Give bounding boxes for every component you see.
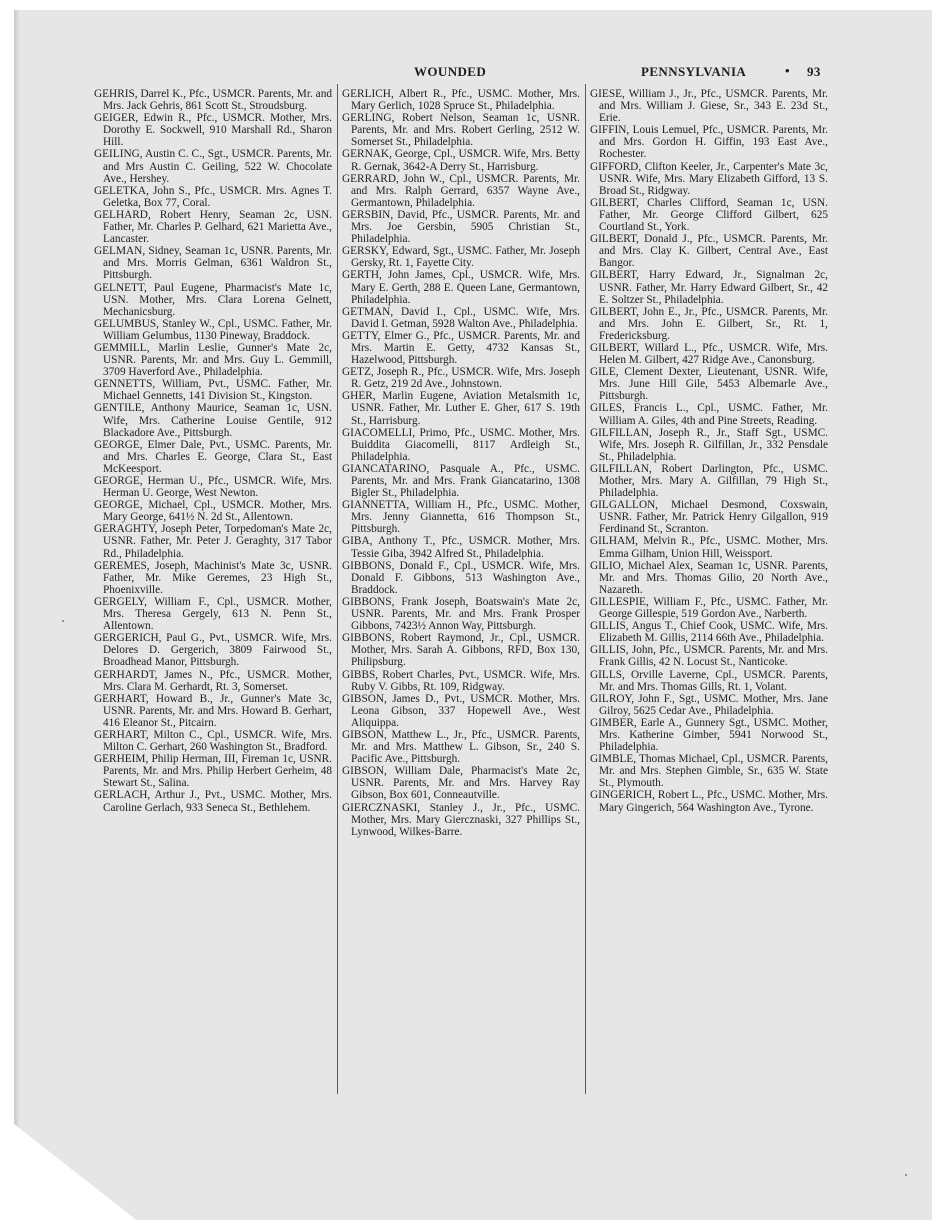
- scan-speck: [905, 1174, 907, 1176]
- casualty-entry: GETMAN, David I., Cpl., USMC. Wife, Mrs. David I. Getman, 5928 Walton Ave., Philadelphia.: [342, 305, 580, 330]
- casualty-entry: GIBBONS, Robert Raymond, Jr., Cpl., USMCR. Mother, Mrs. Sarah A. Gibbons, RFD, Box 130, Philipsburg.: [342, 632, 580, 669]
- casualty-entry: GIANCATARINO, Pasquale A., Pfc., USMC. Parents, Mr. and Mrs. Frank Giancatarino, 1308 Bigler St., Philadelphia.: [342, 462, 580, 500]
- casualty-entry: GELUMBUS, Stanley W., Cpl., USMC. Father, Mr. William Gelumbus, 1130 Pineway, Braddock.: [94, 317, 332, 342]
- casualty-entry: GEORGE, Michael, Cpl., USMCR. Mother, Mrs. Mary George, 641½ N. 2d St., Allentown.: [94, 499, 332, 524]
- casualty-entry: GIBBS, Robert Charles, Pvt., USMCR. Wife, Mrs. Ruby V. Gibbs, Rt. 109, Ridgway.: [342, 668, 580, 693]
- casualty-entry: GILBERT, Donald J., Pfc., USMCR. Parents, Mr. and Mrs. Clay K. Gilbert, Central Ave., East Bangor.: [590, 233, 828, 270]
- casualty-entry: GIESE, William J., Jr., Pfc., USMCR. Parents, Mr. and Mrs. William J. Giese, Sr., 343 E. 23d St., Erie.: [590, 88, 828, 125]
- casualty-entry: GILLS, Orville Laverne, Cpl., USMCR. Parents, Mr. and Mrs. Thomas Gills, Rt. 1, Volant.: [590, 668, 828, 693]
- casualty-entry: GILFILLAN, Joseph R., Jr., Staff Sgt., USMC. Wife, Mrs. Joseph R. Gilfillan, Jr., 332 Pensdale St., Philadelphia.: [590, 426, 828, 463]
- casualty-entry: GILFILLAN, Robert Darlington, Pfc., USMC. Mother, Mrs. Mary A. Gilfillan, 79 High St., Philadelphia.: [590, 462, 828, 500]
- casualty-entry: GILLIS, Angus T., Chief Cook, USMC. Wife, Mrs. Elizabeth M. Gillis, 2114 66th Ave., Philadelphia.: [590, 620, 828, 645]
- casualty-entry: GERLICH, Albert R., Pfc., USMC. Mother, Mrs. Mary Gerlich, 1028 Spruce St., Philadelphia.: [342, 88, 580, 113]
- casualty-entry: GERGERICH, Paul G., Pvt., USMCR. Wife, Mrs. Delores D. Gergerich, 3809 Fairwood St., Broadhead Manor, Pittsburgh.: [94, 632, 332, 669]
- casualty-entry: GERHART, Milton C., Cpl., USMCR. Wife, Mrs. Milton C. Gerhart, 260 Washington St., Bradford.: [94, 728, 332, 754]
- casualty-entry: GIBBONS, Frank Joseph, Boatswain's Mate 2c, USNR. Parents, Mr. and Mrs. Frank Prosper Gibbons, 7423½ Annon Way, Pittsburgh.: [342, 595, 580, 633]
- casualty-entry: GILROY, John F., Sgt., USMC. Mother, Mrs. Jane Gilroy, 5625 Cedar Ave., Philadelphia.: [590, 692, 828, 717]
- column-divider: [585, 84, 586, 1094]
- casualty-entry: GILLESPIE, William F., Pfc., USMC. Father, Mr. George Gillespie, 519 Gordon Ave., Narberth.: [590, 595, 828, 621]
- casualty-entry: GILBERT, Charles Clifford, Seaman 1c, USN. Father, Mr. George Clifford Gilbert, 625 Courtland St., York.: [590, 196, 828, 234]
- casualty-entry: GERNAK, George, Cpl., USMCR. Wife, Mrs. Betty R. Gernak, 3642-A Derry St., Harrisburg.: [342, 148, 580, 173]
- casualty-entry: GILES, Francis L., Cpl., USMC. Father, Mr. William A. Giles, 4th and Pine Streets, Reading.: [590, 402, 828, 427]
- casualty-entry: GILBERT, John E., Jr., Pfc., USMCR. Parents, Mr. and Mrs. John E. Gilbert, Sr., Rt. 1, Fredericksburg.: [590, 305, 828, 342]
- casualty-entry: GELMAN, Sidney, Seaman 1c, USNR. Parents, Mr. and Mrs. Morris Gelman, 6361 Waldron St., Pittsburgh.: [94, 245, 332, 282]
- casualty-entry: GERSKY, Edward, Sgt., USMC. Father, Mr. Joseph Gersky, Rt. 1, Fayette City.: [342, 245, 580, 270]
- casualty-entry: GEORGE, Herman U., Pfc., USMCR. Wife, Mrs. Herman U. George, West Newton.: [94, 475, 332, 500]
- column-1: [94, 88, 332, 814]
- casualty-entry: GINGERICH, Robert L., Pfc., USMC. Mother, Mrs. Mary Gingerich, 564 Washington Ave., Tyrone.: [590, 789, 828, 814]
- casualty-entry: GENNETTS, William, Pvt., USMC. Father, Mr. Michael Gennetts, 141 Division St., Kingston.: [94, 378, 332, 403]
- page-edge-shadow: [14, 10, 20, 1220]
- casualty-entry: GILBERT, Harry Edward, Jr., Signalman 2c, USNR. Father, Mr. Harry Edward Gilbert, Sr., 42 E. Soltzer St., Philadelphia.: [590, 269, 828, 306]
- casualty-entry: GILBERT, Willard L., Pfc., USMCR. Wife, Mrs. Helen M. Gilbert, 427 Ridge Ave., Canonsburg.: [590, 341, 828, 367]
- casualty-entry: GEMMILL, Marlin Leslie, Gunner's Mate 2c, USNR. Parents, Mr. and Mrs. Guy L. Gemmill, 3709 Haverford Ave., Philadelphia.: [94, 341, 332, 379]
- scan-speck: [62, 620, 64, 622]
- column-divider: [337, 84, 338, 1094]
- casualty-entry: GERGELY, William F., Cpl., USMCR. Mother, Mrs. Theresa Gergely, 613 N. Penn St., Allentown.: [94, 595, 332, 633]
- header-bullet: •: [785, 63, 790, 78]
- casualty-entry: GIFFORD, Clifton Keeler, Jr., Carpenter's Mate 3c, USNR. Wife, Mrs. Mary Elizabeth Gifford, 13 S. Broad St., Ridgway.: [590, 160, 828, 197]
- casualty-entry: GEORGE, Elmer Dale, Pvt., USMC. Parents, Mr. and Mrs. Charles E. George, Clara St., East McKeesport.: [94, 438, 332, 475]
- casualty-entry: GERAGHTY, Joseph Peter, Torpedoman's Mate 2c, USNR. Father, Mr. Peter J. Geraghty, 317 Tabor Rd., Philadelphia.: [94, 523, 332, 560]
- casualty-entry: GERHARDT, James N., Pfc., USMCR. Mother, Mrs. Clara M. Gerhardt, Rt. 3, Somerset.: [94, 668, 332, 693]
- section-title: WOUNDED: [414, 64, 487, 79]
- casualty-entry: GIMBER, Earle A., Gunnery Sgt., USMC. Mother, Mrs. Katherine Gimber, 5941 Norwood St., Philadelphia.: [590, 716, 828, 754]
- casualty-entry: GIBSON, Matthew L., Jr., Pfc., USMCR. Parents, Mr. and Mrs. Matthew L. Gibson, Sr., 240 S. Pacific Ave., Pittsburgh.: [342, 728, 580, 766]
- casualty-entry: GELHARD, Robert Henry, Seaman 2c, USN. Father, Mr. Charles P. Gelhard, 621 Marietta Ave., Lancaster.: [94, 208, 332, 246]
- casualty-entry: GERRARD, John W., Cpl., USMCR. Parents, Mr. and Mrs. Ralph Gerrard, 6357 Wayne Ave., Germantown, Philadelphia.: [342, 172, 580, 209]
- casualty-entry: GIANNETTA, William H., Pfc., USMC. Mother, Mrs. Jenny Giannetta, 616 Thompson St., Pittsburgh.: [342, 499, 580, 536]
- casualty-entry: GELETKA, John S., Pfc., USMCR. Mrs. Agnes T. Geletka, Box 77, Coral.: [94, 184, 332, 209]
- page-number: 93: [807, 64, 821, 79]
- casualty-entry: GETZ, Joseph R., Pfc., USMCR. Wife, Mrs. Joseph R. Getz, 219 2d Ave., Johnstown.: [342, 366, 580, 391]
- column-2: [342, 88, 580, 838]
- casualty-entry: GIBBONS, Donald F., Cpl., USMCR. Wife, Mrs. Donald F. Gibbons, 513 Washington Ave., Braddock.: [342, 559, 580, 596]
- casualty-entry: GIMBLE, Thomas Michael, Cpl., USMCR. Parents, Mr. and Mrs. Stephen Gimble, Sr., 635 W. State St., Plymouth.: [590, 753, 828, 790]
- casualty-entry: GIFFIN, Louis Lemuel, Pfc., USMCR. Parents, Mr. and Mrs. Gordon H. Giffin, 193 East Ave., Rochester.: [590, 124, 828, 161]
- casualty-entry: GHER, Marlin Eugene, Aviation Metalsmith 1c, USNR. Father, Mr. Luther E. Gher, 617 S. 19th St., Harrisburg.: [342, 390, 580, 427]
- casualty-entry: GILE, Clement Dexter, Lieutenant, USNR. Wife, Mrs. June Hill Gile, 5453 Albemarle Ave., Pittsburgh.: [590, 366, 828, 403]
- casualty-entry: GEREMES, Joseph, Machinist's Mate 3c, USNR. Father, Mr. Mike Geremes, 23 High St., Phoenixville.: [94, 559, 332, 596]
- state-title: PENNSYLVANIA: [641, 64, 747, 79]
- casualty-entry: GERSBIN, David, Pfc., USMCR. Parents, Mr. and Mrs. Joe Gersbin, 5905 Christian St., Philadelphia.: [342, 208, 580, 246]
- casualty-entry: GERTH, John James, Cpl., USMCR. Wife, Mrs. Mary E. Gerth, 288 E. Queen Lane, Germantown, Philadelphia.: [342, 269, 580, 306]
- casualty-entry: GILHAM, Melvin R., Pfc., USMC. Mother, Mrs. Emma Gilham, Union Hill, Weissport.: [590, 535, 828, 560]
- casualty-entry: GIBSON, William Dale, Pharmacist's Mate 2c, USNR. Parents, Mr. and Mrs. Harvey Ray Gibson, Box 601, Conneautville.: [342, 765, 580, 802]
- casualty-entry: GERLACH, Arthur J., Pvt., USMC. Mother, Mrs. Caroline Gerlach, 933 Seneca St., Bethlehem.: [94, 789, 332, 814]
- casualty-entry: GERHEIM, Philip Herman, III, Fireman 1c, USNR. Parents, Mr. and Mrs. Philip Herbert Gerheim, 48 Stewart St., Salina.: [94, 753, 332, 790]
- casualty-entry: GELNETT, Paul Eugene, Pharmacist's Mate 1c, USN. Mother, Mrs. Clara Lorena Gelnett, Mechanicsburg.: [94, 281, 332, 318]
- casualty-entry: GEIGER, Edwin R., Pfc., USMCR. Mother, Mrs. Dorothy E. Sockwell, 910 Marshall Rd., Sharon Hill.: [94, 112, 332, 149]
- casualty-entry: GIBA, Anthony T., Pfc., USMCR. Mother, Mrs. Tessie Giba, 3942 Alfred St., Philadelphia.: [342, 535, 580, 560]
- casualty-entry: GETTY, Elmer G., Pfc., USMCR. Parents, Mr. and Mrs. Martin E. Getty, 4732 Kansas St., Hazelwood, Pittsburgh.: [342, 329, 580, 367]
- casualty-entry: GILLIS, John, Pfc., USMCR. Parents, Mr. and Mrs. Frank Gillis, 42 N. Locust St., Nanticoke.: [590, 644, 828, 669]
- casualty-entry: GENTILE, Anthony Maurice, Seaman 1c, USN. Wife, Mrs. Catherine Louise Gentile, 912 Blackadore Ave., Pittsburgh.: [94, 402, 332, 439]
- casualty-entry: GIERCZNASKI, Stanley J., Jr., Pfc., USMC. Mother, Mrs. Mary Giercznaski, 327 Phillips St., Lynwood, Wilkes-Barre.: [342, 801, 580, 838]
- casualty-entry: GILIO, Michael Alex, Seaman 1c, USNR. Parents, Mr. and Mrs. Thomas Gilio, 20 North Ave., Nazareth.: [590, 559, 828, 596]
- casualty-entry: GIACOMELLI, Primo, Pfc., USMC. Mother, Mrs. Buiddita Giacomelli, 8117 Ardleigh St., Philadelphia.: [342, 426, 580, 463]
- running-header: [0, 64, 944, 82]
- casualty-entry: GIBSON, James D., Pvt., USMCR. Mother, Mrs. Leona Gibson, 337 Hopewell Ave., West Aliquippa.: [342, 692, 580, 729]
- casualty-entry: GERLING, Robert Nelson, Seaman 1c, USNR. Parents, Mr. and Mrs. Robert Gerling, 2512 W. Somerset St., Philadelphia.: [342, 112, 580, 149]
- casualty-entry: GERHART, Howard B., Jr., Gunner's Mate 3c, USNR. Parents, Mr. and Mrs. Howard B. Gerhart, 416 Eleanor St., Pitcairn.: [94, 692, 332, 729]
- casualty-entry: GEILING, Austin C. C., Sgt., USMCR. Parents, Mr. and Mrs Austin C. Geiling, 522 W. Chocolate Ave., Hershey.: [94, 148, 332, 185]
- casualty-entry: GEHRIS, Darrel K., Pfc., USMCR. Parents, Mr. and Mrs. Jack Gehris, 861 Scott St., Stroudsburg.: [94, 88, 332, 113]
- column-3: [590, 88, 828, 814]
- casualty-entry: GILGALLON, Michael Desmond, Coxswain, USNR. Father, Mr. Patrick Henry Gilgallon, 919 Ferdinand St., Scranton.: [590, 499, 828, 536]
